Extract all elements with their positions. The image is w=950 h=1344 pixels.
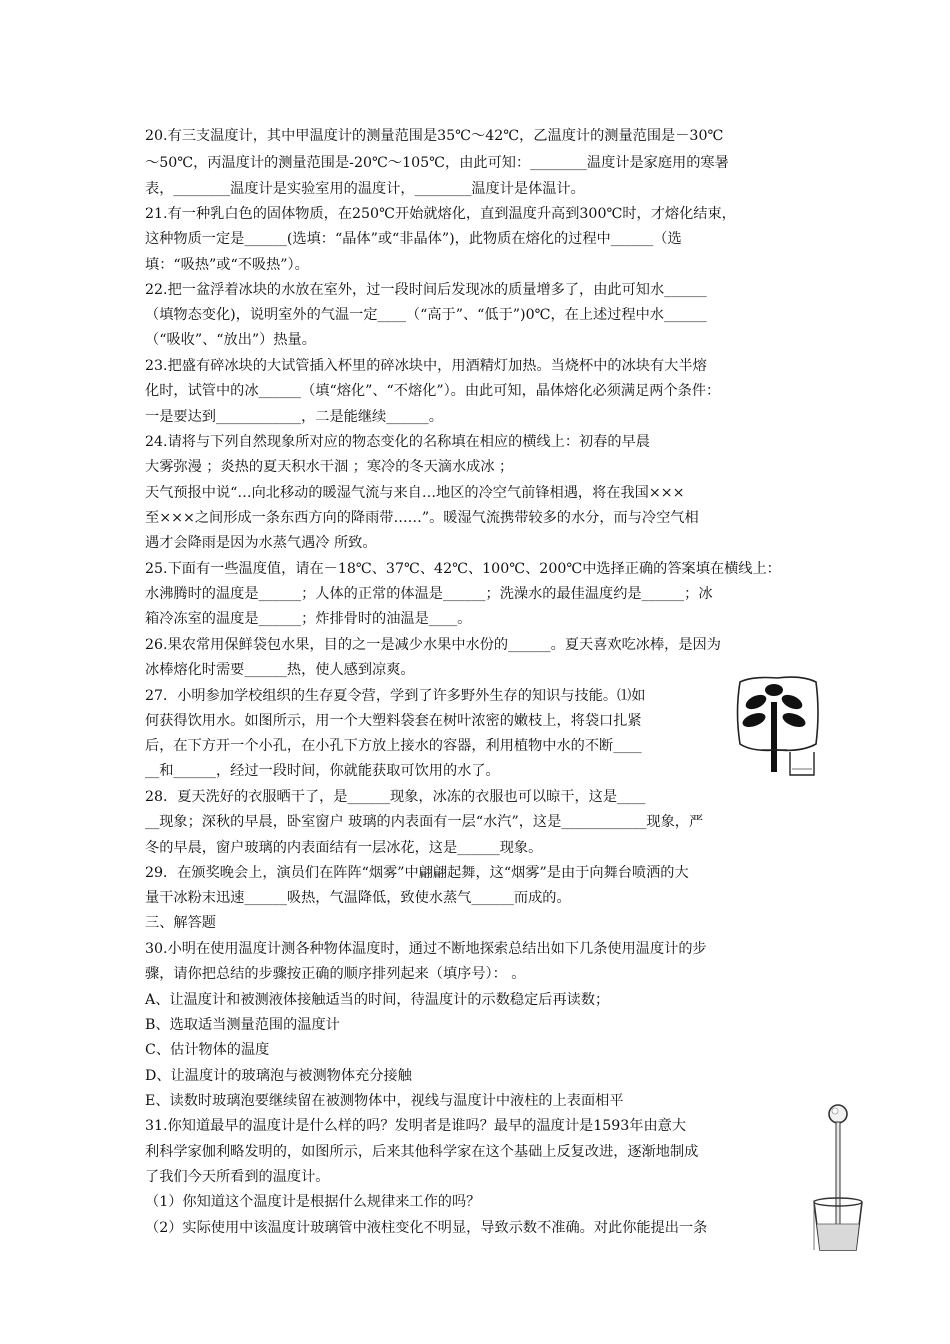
q23-line-1: 23.把盛有碎冰块的大试管插入杯里的碎冰块中，用酒精灯加热。当烧杯中的冰块有大半熔 <box>145 358 707 374</box>
q30-option-d: D、让温度计的玻璃泡与被测物体充分接触 <box>145 1068 412 1084</box>
q24-line-5: 遇才会降雨是因为水蒸气遇冷 所致。 <box>145 535 377 551</box>
q30-option-e: E、读数时玻璃泡要继续留在被测物体中，视线与温度计中液柱的上表面相平 <box>145 1093 624 1109</box>
q21-line-1: 21.有一种乳白色的固体物质，在250℃开始就熔化，直到温度升高到300℃时，才熔化结束， <box>145 206 736 222</box>
q31-sub-2: （2）实际使用中该温度计玻璃管中液柱变化不明显，导致示数不准确。对此你能提出一条 <box>145 1220 708 1236</box>
q20-line-3: 表，________温度计是实验室用的温度计，________温度计是体温计。 <box>145 181 585 197</box>
q22-line-3: （“吸收”、“放出”）热量。 <box>145 332 316 348</box>
q31-line-1: 31.你知道最早的温度计是什么样的吗？发明者是谁吗？最早的温度计是1593年由意大 <box>145 1118 687 1134</box>
q28-line-3: 冬的早晨，窗户玻璃的内表面结有一层冰花，这是______现象。 <box>145 840 543 856</box>
q20-line-1: 20.有三支温度计，其中甲温度计的测量范围是35℃～42℃，乙温度计的测量范围是－30℃ <box>145 128 724 144</box>
q25-line-2: 水沸腾时的温度是______；人体的正常的体温是______；洗澡水的最佳温度约是______；冰 <box>145 586 713 602</box>
leaf-right-lower <box>781 710 808 729</box>
q27-line-3: 后，在下方开一个小孔，在小孔下方放上接水的容器，利用植物中水的不断____ <box>145 738 642 754</box>
q22-line-1: 22.把一盆浮着冰块的水放在室外，过一段时间后发现冰的质量增多了，由此可知水______ <box>145 282 707 298</box>
q31-line-2: 利科学家伽利略发明的，如图所示，后来其他科学家在这个基础上反复改进，逐渐地制成 <box>145 1144 699 1160</box>
q31-sub-1: （1）你知道这个温度计是根据什么规律来工作的吗？ <box>145 1194 481 1210</box>
q30-option-c: C、估计物体的温度 <box>145 1042 270 1058</box>
bulb-highlight <box>832 1108 838 1114</box>
q24-line-1: 24.请将与下列自然现象所对应的物态变化的名称填在相应的横线上：初春的早晨 <box>145 434 650 450</box>
q31-line-3: 了我们今天所看到的温度计。 <box>145 1169 330 1185</box>
leaf-left-lower <box>741 710 768 729</box>
q27-line-2: 何获得饮用水。如图所示，用一个大塑料袋套在树叶浓密的嫩枝上，将袋口扎紧 <box>145 713 642 729</box>
q29-line-1: 29．在颁奖晚会上，演员们在阵阵“烟雾”中翩翩起舞，这“烟雾”是由于向舞台喷洒的大 <box>145 865 689 881</box>
q21-line-2: 这种物质一定是______(选填：“晶体”或“非晶体”)，此物质在熔化的过程中______（选 <box>145 231 682 247</box>
q30-option-b: B、选取适当测量范围的温度计 <box>145 1017 340 1033</box>
q30-option-a: A、让温度计和被测液体接触适当的时间，待温度计的示数稳定后再读数； <box>145 992 610 1008</box>
q27-line-4: __和______，经过一段时间，你就能获取可饮用的水了。 <box>145 763 500 779</box>
q28-line-2: __现象；深秋的早晨，卧室窗户 玻璃的内表面有一层“水汽”，这是____________现象，严 <box>145 814 704 830</box>
q25-line-1: 25.下面有一些温度值，请在－18℃、37℃、42℃、100℃、200℃中选择正确的答案填在横线上： <box>145 561 781 577</box>
thermoscope-tube <box>836 1122 840 1232</box>
leaf-right-upper <box>779 692 804 712</box>
q27-line-1: 27．小明参加学校组织的生存夏令营，学到了许多野外生存的知识与技能。⑴如 <box>145 688 646 704</box>
branch-stem <box>771 702 777 772</box>
q26-line-1: 26.果农常用保鲜袋包水果，目的之一是减少水果中水份的______。夏天喜欢吃冰棒，是因为 <box>145 637 721 653</box>
water-container <box>790 752 814 775</box>
leaf-top <box>765 684 783 696</box>
beaker-liquid <box>817 1224 859 1250</box>
q22-line-2: （填物态变化)，说明室外的气温一定____（“高于”、“低于”)0℃，在上述过程中水______ <box>145 307 707 323</box>
q26-line-2: 冰棒熔化时需要______热，使人感到凉爽。 <box>145 662 415 678</box>
q25-line-3: 箱冷冻室的温度是______；炸排骨时的油温是____。 <box>145 611 472 627</box>
galileo-thermoscope-figure <box>806 1100 866 1256</box>
q30-line-1: 30.小明在使用温度计测各种物体温度时，通过不断地探索总结出如下几条使用温度计的步 <box>145 941 707 957</box>
plastic-bag-branch-figure <box>732 672 822 780</box>
q24-line-3: 天气预报中说“…向北移动的暖湿气流与来自…地区的冷空气前锋相遇，将在我国××× <box>145 485 685 501</box>
q21-line-3: 填：“吸热”或“不吸热”）。 <box>145 257 309 273</box>
thermoscope-bulb <box>829 1105 847 1123</box>
q23-line-3: 一是要达到____________，二是能继续______。 <box>145 409 443 425</box>
q20-line-2: ～50℃，丙温度计的测量范围是-20℃～105℃，由此可知：________温度计是家庭用的寒暑 <box>145 155 729 171</box>
q28-line-1: 28．夏天洗好的衣服晒干了，是______现象，冰冻的衣服也可以晾干，这是____ <box>145 789 646 805</box>
q30-line-2: 骤，请你把总结的步骤按正确的顺序排列起来（填序号）： 。 <box>145 966 526 982</box>
q23-line-2: 化时，试管中的冰______（填“熔化”、“不熔化”）。由此可知，晶体熔化必须满足两个条件： <box>145 383 721 399</box>
q24-line-4: 至×××之间形成一条东西方向的降雨带……”。暖湿气流携带较多的水分，而与冷空气相 <box>145 510 699 526</box>
section-heading: 三、解答题 <box>145 915 216 931</box>
q24-line-2: 大雾弥漫 ；炎热的夏天积水干涸 ；寒冷的冬天滴水成冰 ； <box>145 459 514 475</box>
leaf-left-upper <box>743 692 768 712</box>
q29-line-2: 量干冰粉末迅速______吸热，气温降低，致使水蒸气______而成的。 <box>145 890 571 906</box>
